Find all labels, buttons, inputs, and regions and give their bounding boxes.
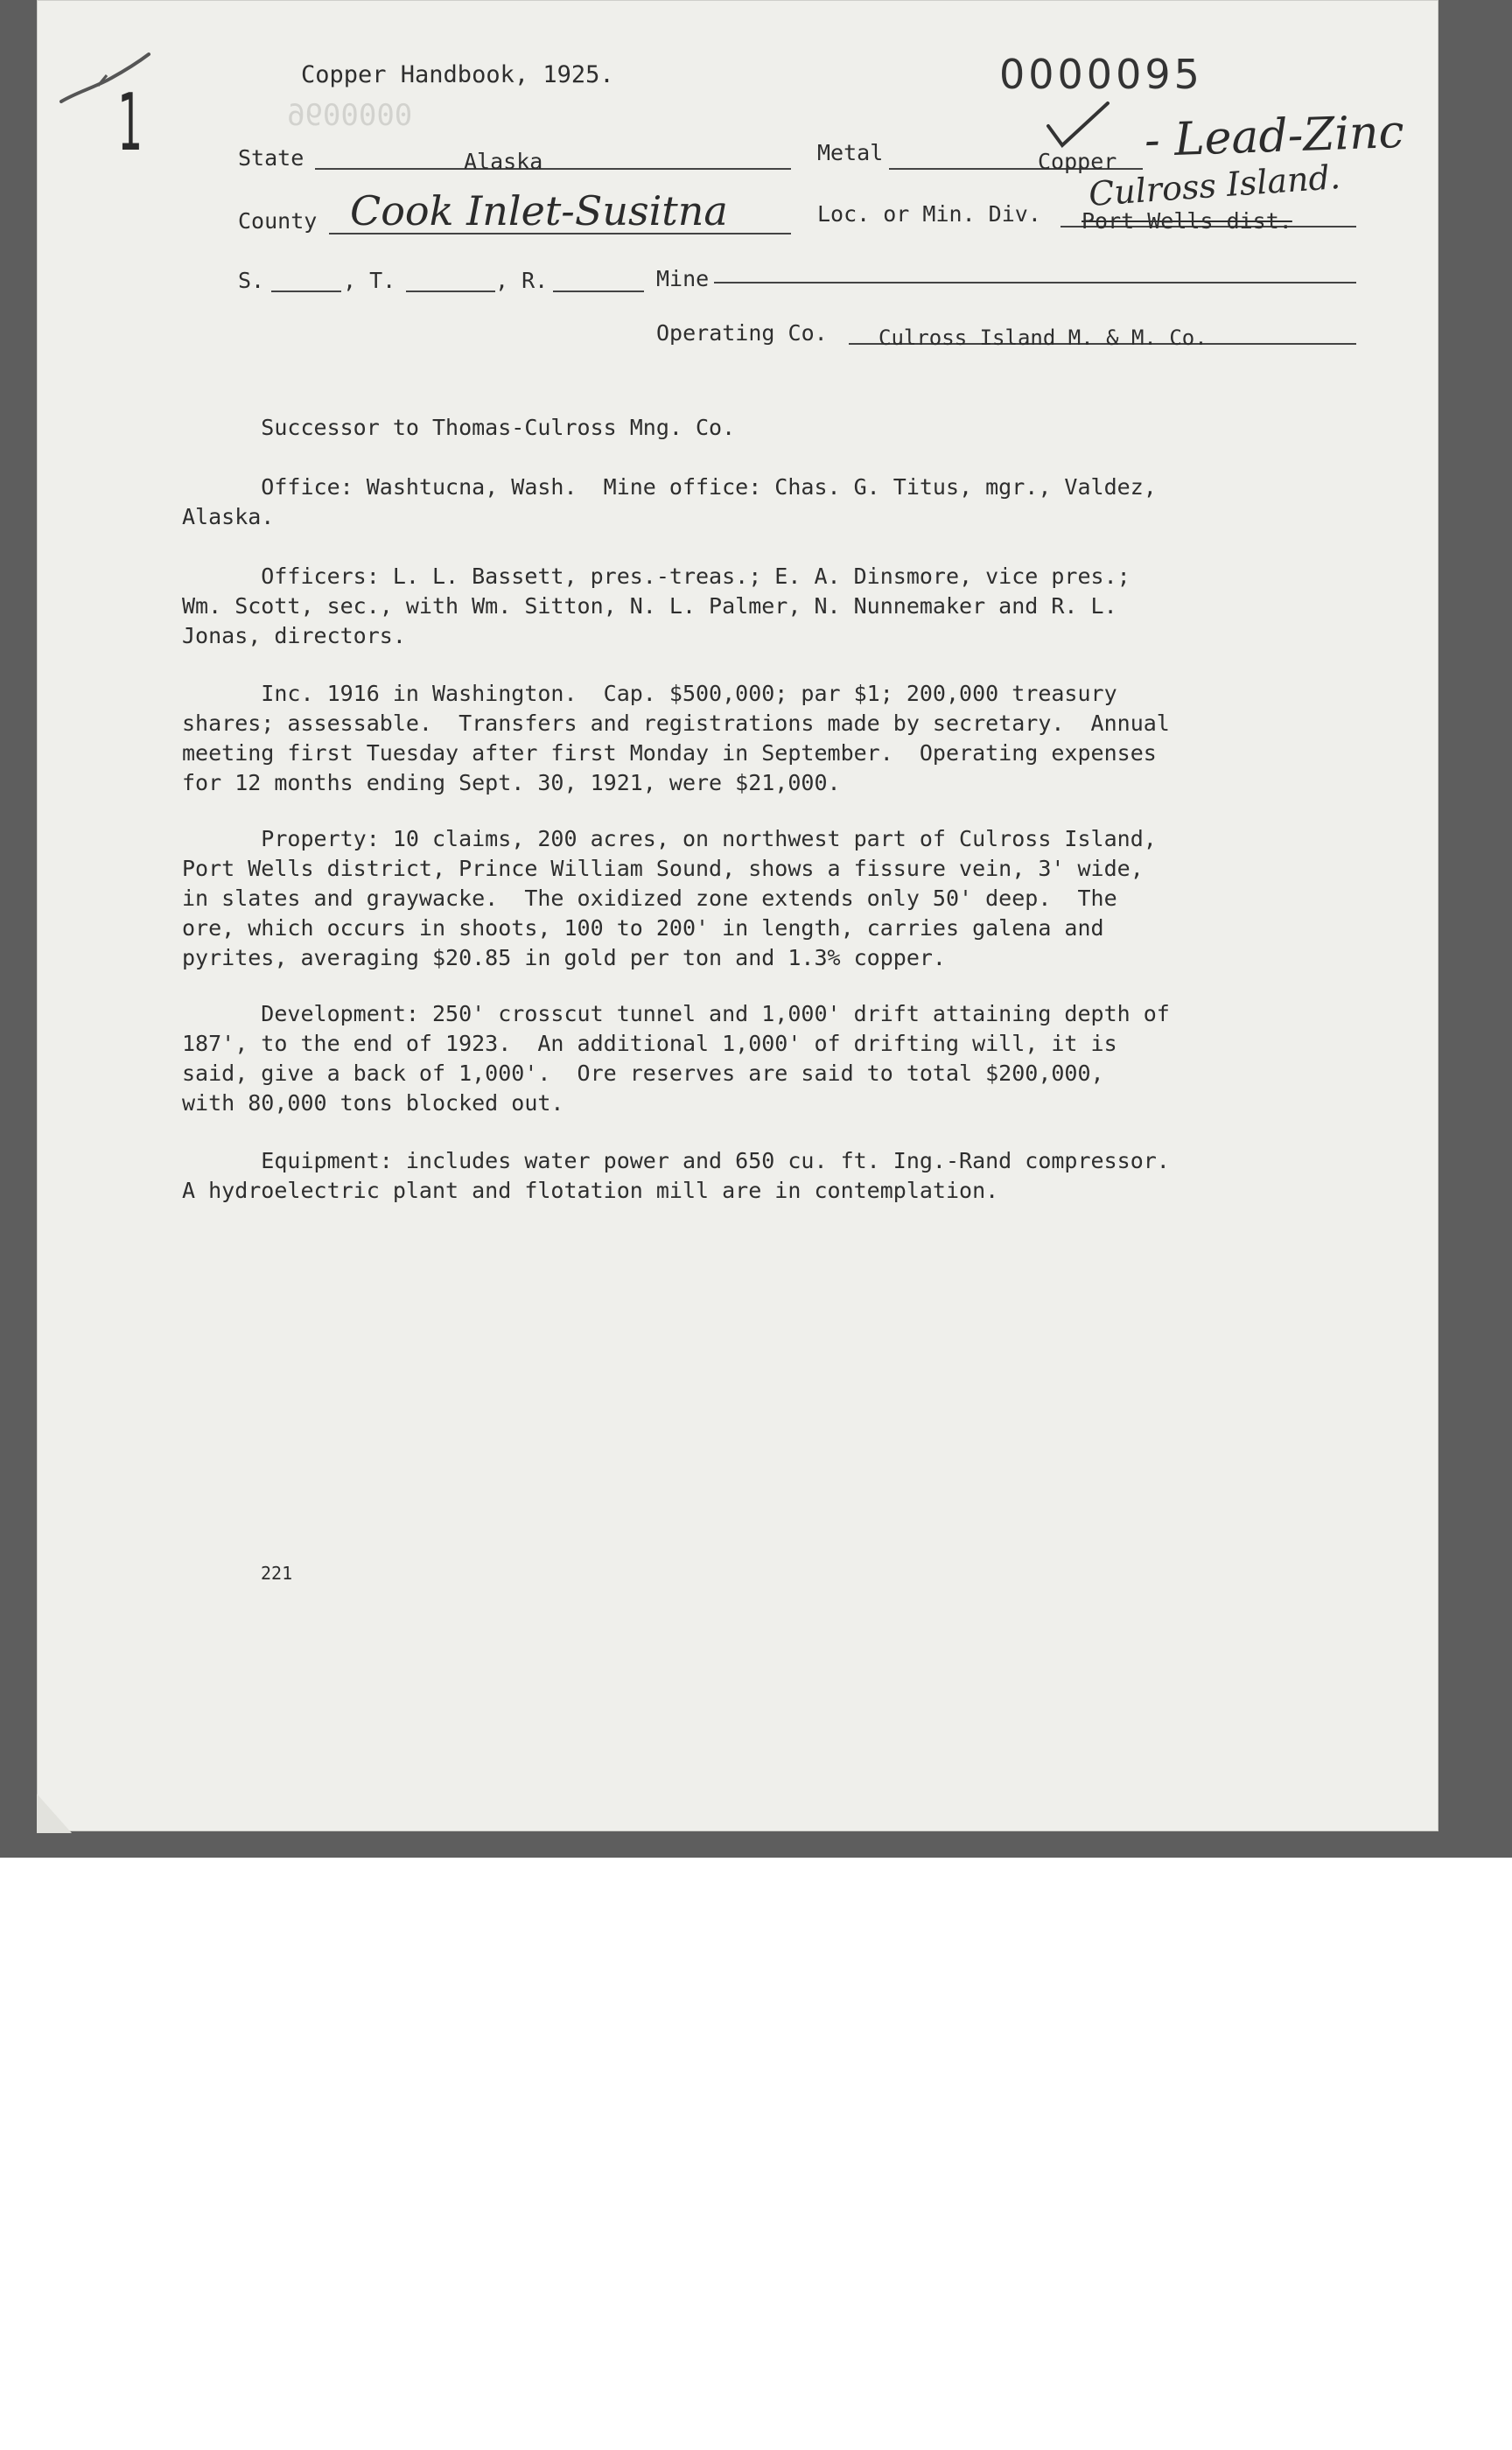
paragraph-officers: Officers: L. L. Bassett, pres.-treas.; E. A. Dinsmore, vice pres.; Wm. Scott, sec., with Wm. Sitton, N. L. Palmer, N. Nunnemaker and R. L. Jonas, directors. — [182, 564, 1130, 648]
page-number: 221 — [261, 1563, 293, 1584]
paragraph-incorporation: Inc. 1916 in Washington. Cap. $500,000; par $1; 200,000 treasury shares; assessable. Transfers and registrations made by secretary. Annual meeting first Tuesday after first Monday in September. Operating expenses for 12 months ending Sept. 30, 1921, were $21,000. — [182, 681, 1170, 795]
paragraph-successor: Successor to Thomas-Culross Mng. Co. — [182, 415, 736, 440]
r-label: , R. — [495, 268, 549, 293]
margin-mark: 1 — [117, 77, 143, 169]
checkmark-icon — [1043, 98, 1113, 154]
margin-scribble-icon — [54, 42, 159, 116]
county-value: Cook Inlet-Susitna — [350, 187, 728, 234]
document-title: Copper Handbook, 1925. — [301, 61, 614, 88]
s-line — [271, 290, 341, 292]
loc-value: Port Wells dist. — [1082, 208, 1292, 234]
bleed-through-number: 0000096 — [287, 98, 413, 133]
metal-handwritten: - Lead-Zinc — [1144, 105, 1405, 168]
paragraph-development: Development: 250' crosscut tunnel and 1,000' drift attaining depth of 187', to the end of 1923. An additional 1,000' of drifting will, it is said, give a back of 1,000'. Ore reserves are said to total $200,000, with 80,000 tons blocked out. — [182, 1001, 1170, 1116]
paragraph-equipment: Equipment: includes water power and 650 cu. ft. Ing.-Rand compressor. A hydroelectric plant and flotation mill are in contemplation. — [182, 1148, 1170, 1203]
t-line — [406, 290, 495, 292]
metal-label: Metal — [817, 140, 884, 165]
r-line — [553, 290, 644, 292]
opco-label: Operating Co. — [656, 320, 828, 346]
county-label: County — [238, 208, 318, 234]
state-value: Alaska — [464, 149, 543, 174]
mine-line — [714, 282, 1356, 284]
t-label: , T. — [343, 268, 396, 293]
loc-handwritten: Culross Island. — [1087, 158, 1342, 214]
paragraph-office: Office: Washtucna, Wash. Mine office: Chas. G. Titus, mgr., Valdez, Alaska. — [182, 474, 1157, 529]
document-number: 0000095 — [999, 51, 1203, 98]
s-label: S. — [238, 268, 265, 293]
state-line — [315, 168, 791, 170]
metal-value: Copper — [1038, 149, 1117, 174]
paragraph-property: Property: 10 claims, 200 acres, on northwest part of Culross Island, Port Wells district, Prince William Sound, shows a fissure vein, 3' wide, in slates and graywacke. The oxidized zone extends only 50' deep. The ore, which occurs in shoots, 100 to 200' in length, carries galena and pyrites, averaging $20.85 in gold per ton and 1.3% copper. — [182, 826, 1157, 970]
state-label: State — [238, 145, 304, 171]
mine-label: Mine — [656, 266, 710, 291]
loc-label: Loc. or Min. Div. — [817, 201, 1041, 227]
opco-value: Culross Island M. & M. Co. — [878, 326, 1208, 350]
